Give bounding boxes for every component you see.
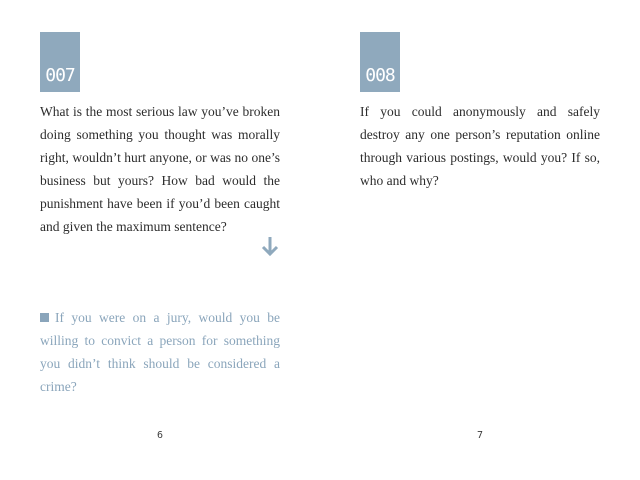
question-text: What is the most serious law you’ve broken doing something you thought was morally right, wouldn’t hurt anyone, or was no one’s business but yours? How bad would the punishment have been if you’d been caught and given the maximum sentence? bbox=[40, 104, 280, 234]
question-number-badge: 008 bbox=[360, 32, 400, 92]
page-number: 6 bbox=[156, 430, 164, 441]
square-bullet-icon bbox=[40, 313, 49, 322]
page-number: 7 bbox=[476, 430, 484, 441]
question-number-badge: 007 bbox=[40, 32, 80, 92]
arrow-down-icon bbox=[258, 234, 282, 258]
followup-text: If you were on a jury, would you be willing to convict a person for something you didn’t think should be considered a crime? bbox=[40, 310, 280, 394]
question-text: If you could anonymously and safely destroy any one person’s reputation online through various postings, would you? If so, who and why? bbox=[360, 104, 600, 188]
right-page bbox=[320, 0, 640, 480]
followup-question bbox=[40, 306, 280, 398]
